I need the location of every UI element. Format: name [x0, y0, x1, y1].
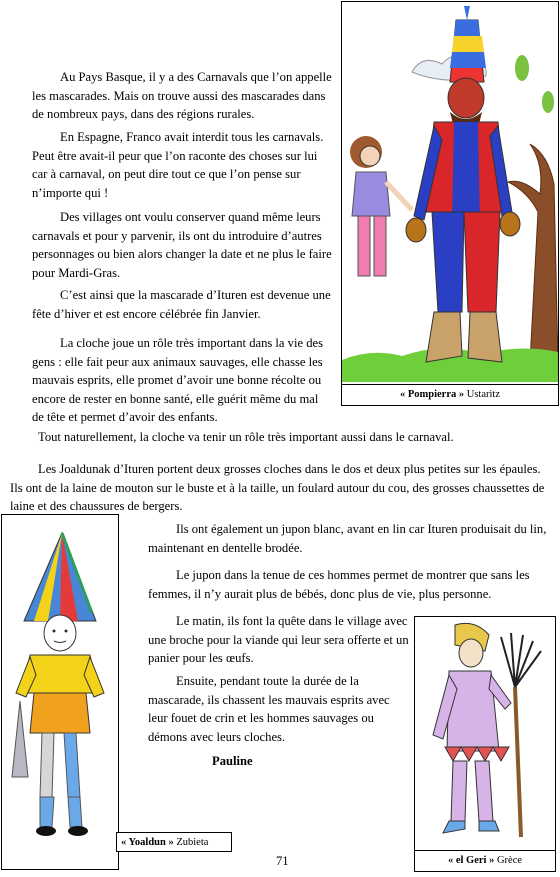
caption-yoaldun-place: Zubieta [173, 837, 209, 848]
yoaldun-drawing [2, 515, 118, 869]
paragraph-ituren: C’est ainsi que la mascarade d’Ituren est devenue une fête d’hiver et est encore célébrée fin Janvier. [32, 288, 331, 321]
paragraph-jupon-femmes: Le jupon dans la tenue de ces hommes permet de montrer que sans les femmes, il n’y aurait plus de bébés, donc plus de vie, plus personne. [148, 568, 530, 601]
geri-drawing [415, 617, 555, 851]
paragraph-intro: Au Pays Basque, il y a des Carnavals que l’on appelle les mascarades. Mais on trouve aussi des mascarades dans de nombreux pays, dans des régions rurales. [32, 70, 332, 122]
caption-yoaldun-name: « Yoaldun » [121, 837, 174, 848]
caption-geri-name: « el Geri » [447, 855, 495, 866]
pompierra-drawing [342, 2, 558, 382]
figure-yoaldun [1, 514, 119, 870]
caption-pompierra [342, 384, 558, 405]
paragraph-matin: Le matin, ils font la quête dans le village avec une broche pour la viande qui leur sera offerte et un panier pour les œufs. [148, 614, 409, 666]
signature: Pauline [212, 754, 253, 768]
page-number: 71 [276, 854, 289, 868]
paragraph-cloche: La cloche joue un rôle très important dans la vie des gens : elle fait peur aux animaux sauvages, elle chasse les mauvais esprits, elle promet d’avoir une bonne récolte ou encore de rester en bonne santé, elle guérit même du mal de tête et permet d’avoir des enfants. [32, 336, 323, 425]
caption-geri [415, 850, 555, 871]
caption-pompierra-name: « Pompierra » [399, 389, 465, 400]
paragraph-ensuite: Ensuite, pendant toute la durée de la mascarade, ils chassent les mauvais esprits avec leur fouet de crin et les hommes sauvages ou démons avec leurs cloches. [148, 674, 390, 744]
paragraph-franco: En Espagne, Franco avait interdit tous les carnavals. Peut être avait-il peur que l’on raconte des choses sur lui car à carnaval, on peut dire tout ce que l’on pense sur n’importe qui ! [32, 130, 324, 200]
figure-pompierra [341, 1, 559, 406]
caption-box-yoaldun [116, 832, 232, 852]
paragraph-naturellement: Tout naturellement, la cloche va tenir un rôle très important aussi dans le carnaval. [38, 430, 454, 444]
paragraph-jupon: Ils ont également un jupon blanc, avant en lin car Ituren produisait du lin, maintenant en dentelle brodée. [148, 522, 547, 555]
paragraph-joaldunak: Les Joaldunak d’Ituren portent deux grosses cloches dans le dos et deux plus petites sur les épaules. Ils ont de la laine de mouton sur le buste et à la taille, un foulard autour du cou, des grosses chaussettes de laine et des chaussures de bergers. [10, 462, 545, 514]
figure-geri [414, 616, 556, 872]
caption-geri-place: Grèce [494, 855, 523, 866]
caption-pompierra-place: Ustaritz [464, 389, 501, 400]
paragraph-villages: Des villages ont voulu conserver quand même leurs carnavals et pour y parvenir, ils ont du introduire d’autres personnages ou bien alors changer la date et ne plus le faire pour Mardi-Gras. [32, 210, 332, 280]
